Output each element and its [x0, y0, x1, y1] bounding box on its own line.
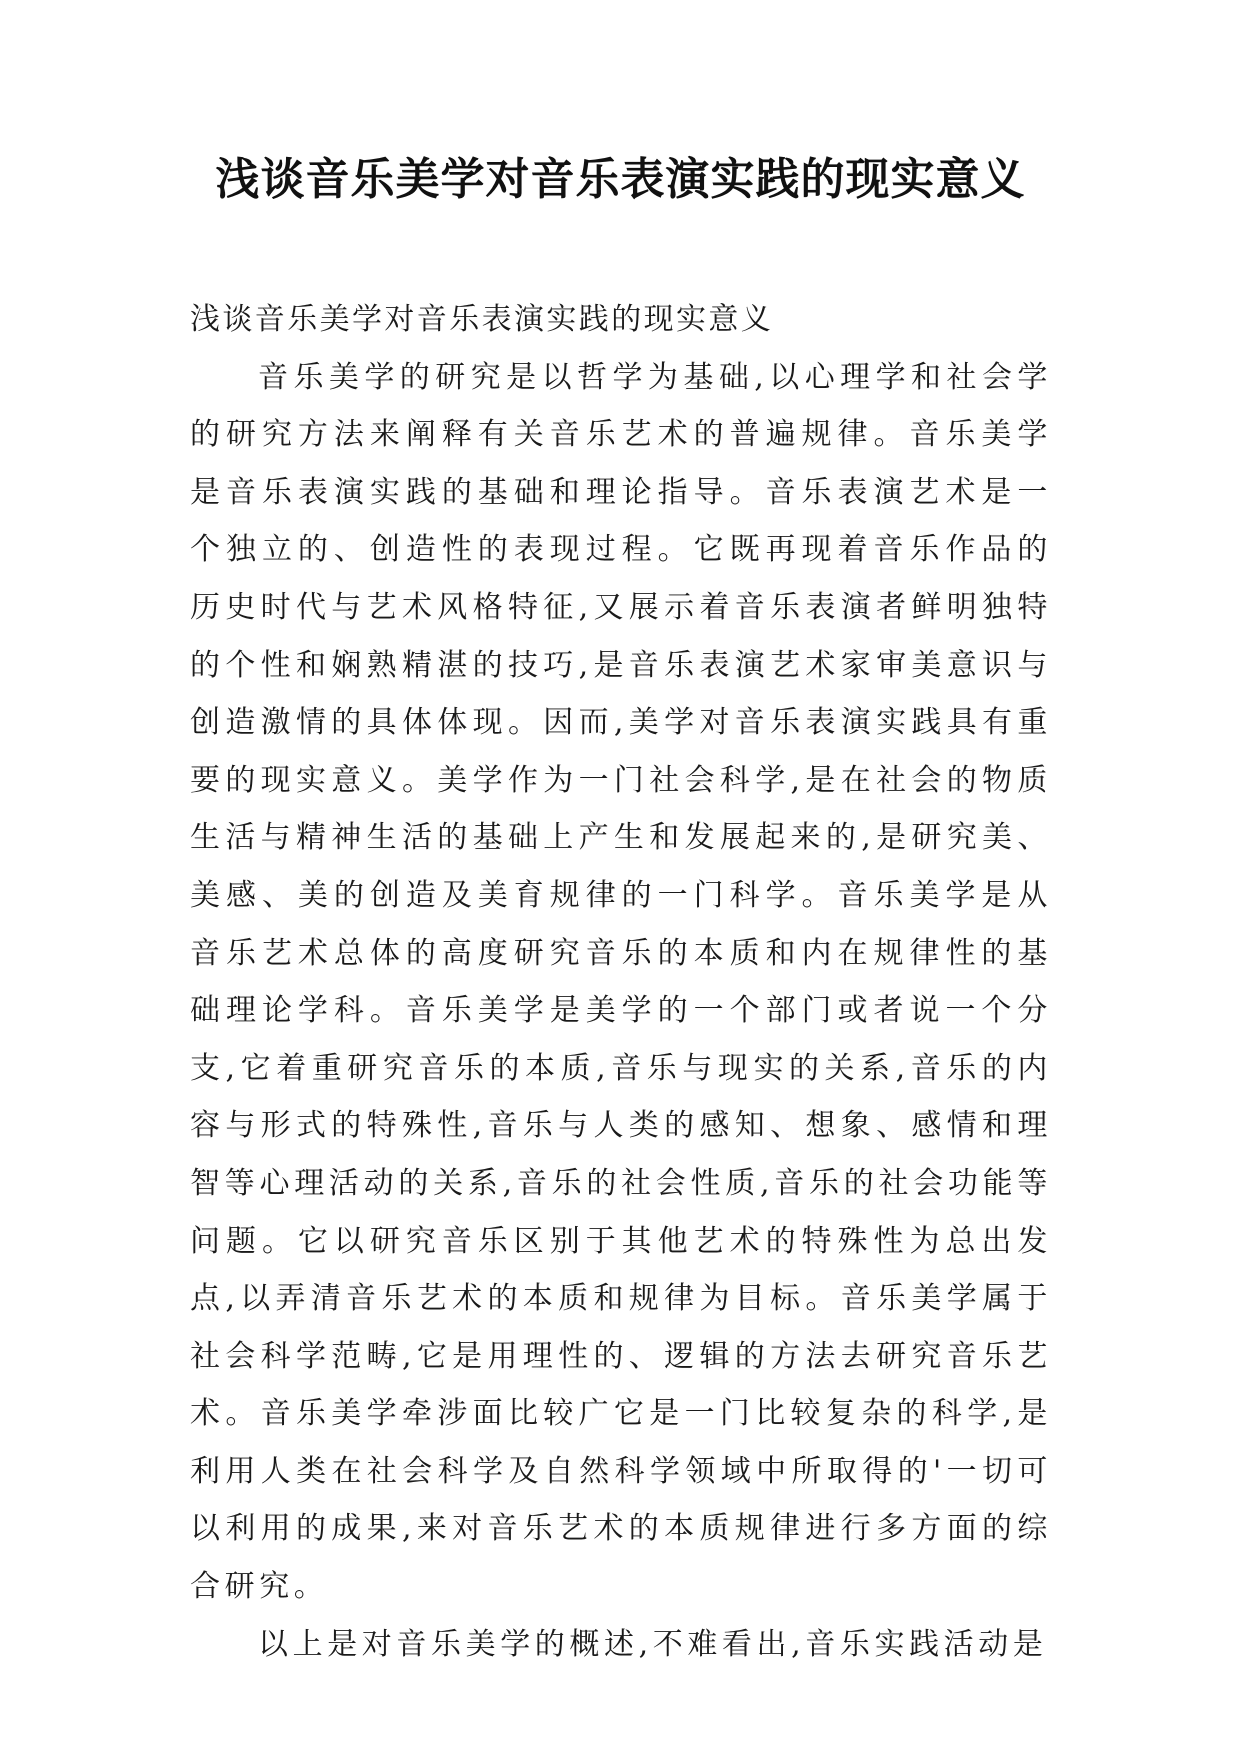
document-subtitle: 浅谈音乐美学对音乐表演实践的现实意义 [190, 302, 774, 337]
body-paragraph-1: 音乐美学的研究是以哲学为基础,以心理学和社会学的研究方法来阐释有关音乐艺术的普遍规律。音乐美学是音乐表演实践的基础和理论指导。音乐表演艺术是一个独立的、创造性的表现过程。它既再现着音乐作品的历史时代与艺术风格特征,又展示着音乐表演者鲜明独特的个性和娴熟精湛的技巧,是音乐表演艺术家审美意识与创造激情的具体体现。因而,美学对音乐表演实践具有重要的现实意义。美学作为一门社会科学,是在社会的物质生活与精神生活的基础上产生和发展起来的,是研究美、美感、美的创造及美育规律的一门科学。音乐美学是从音乐艺术总体的高度研究音乐的本质和内在规律性的基础理论学科。音乐美学是美学的一个部门或者说一个分支,它着重研究音乐的本质,音乐与现实的关系,音乐的内容与形式的特殊性,音乐与人类的感知、想象、感情和理智等心理活动的关系,音乐的社会性质,音乐的社会功能等问题。它以研究音乐区别于其他艺术的特殊性为总出发点,以弄清音乐艺术的本质和规律为目标。音乐美学属于社会科学范畴,它是用理性的、逻辑的方法去研究音乐艺术。音乐美学牵涉面比较广它是一门比较复杂的科学,是利用人类在社会科学及自然科学领域中所取得的'一切可以利用的成果,来对音乐艺术的本质规律进行多方面的综合研究。 [190, 359, 1052, 1605]
document-body [190, 291, 1052, 1673]
body-paragraph-2: 以上是对音乐美学的概述,不难看出,音乐实践活动是 [258, 1626, 1048, 1662]
document-title: 浅谈音乐美学对音乐表演实践的现实意义 [215, 154, 1026, 205]
